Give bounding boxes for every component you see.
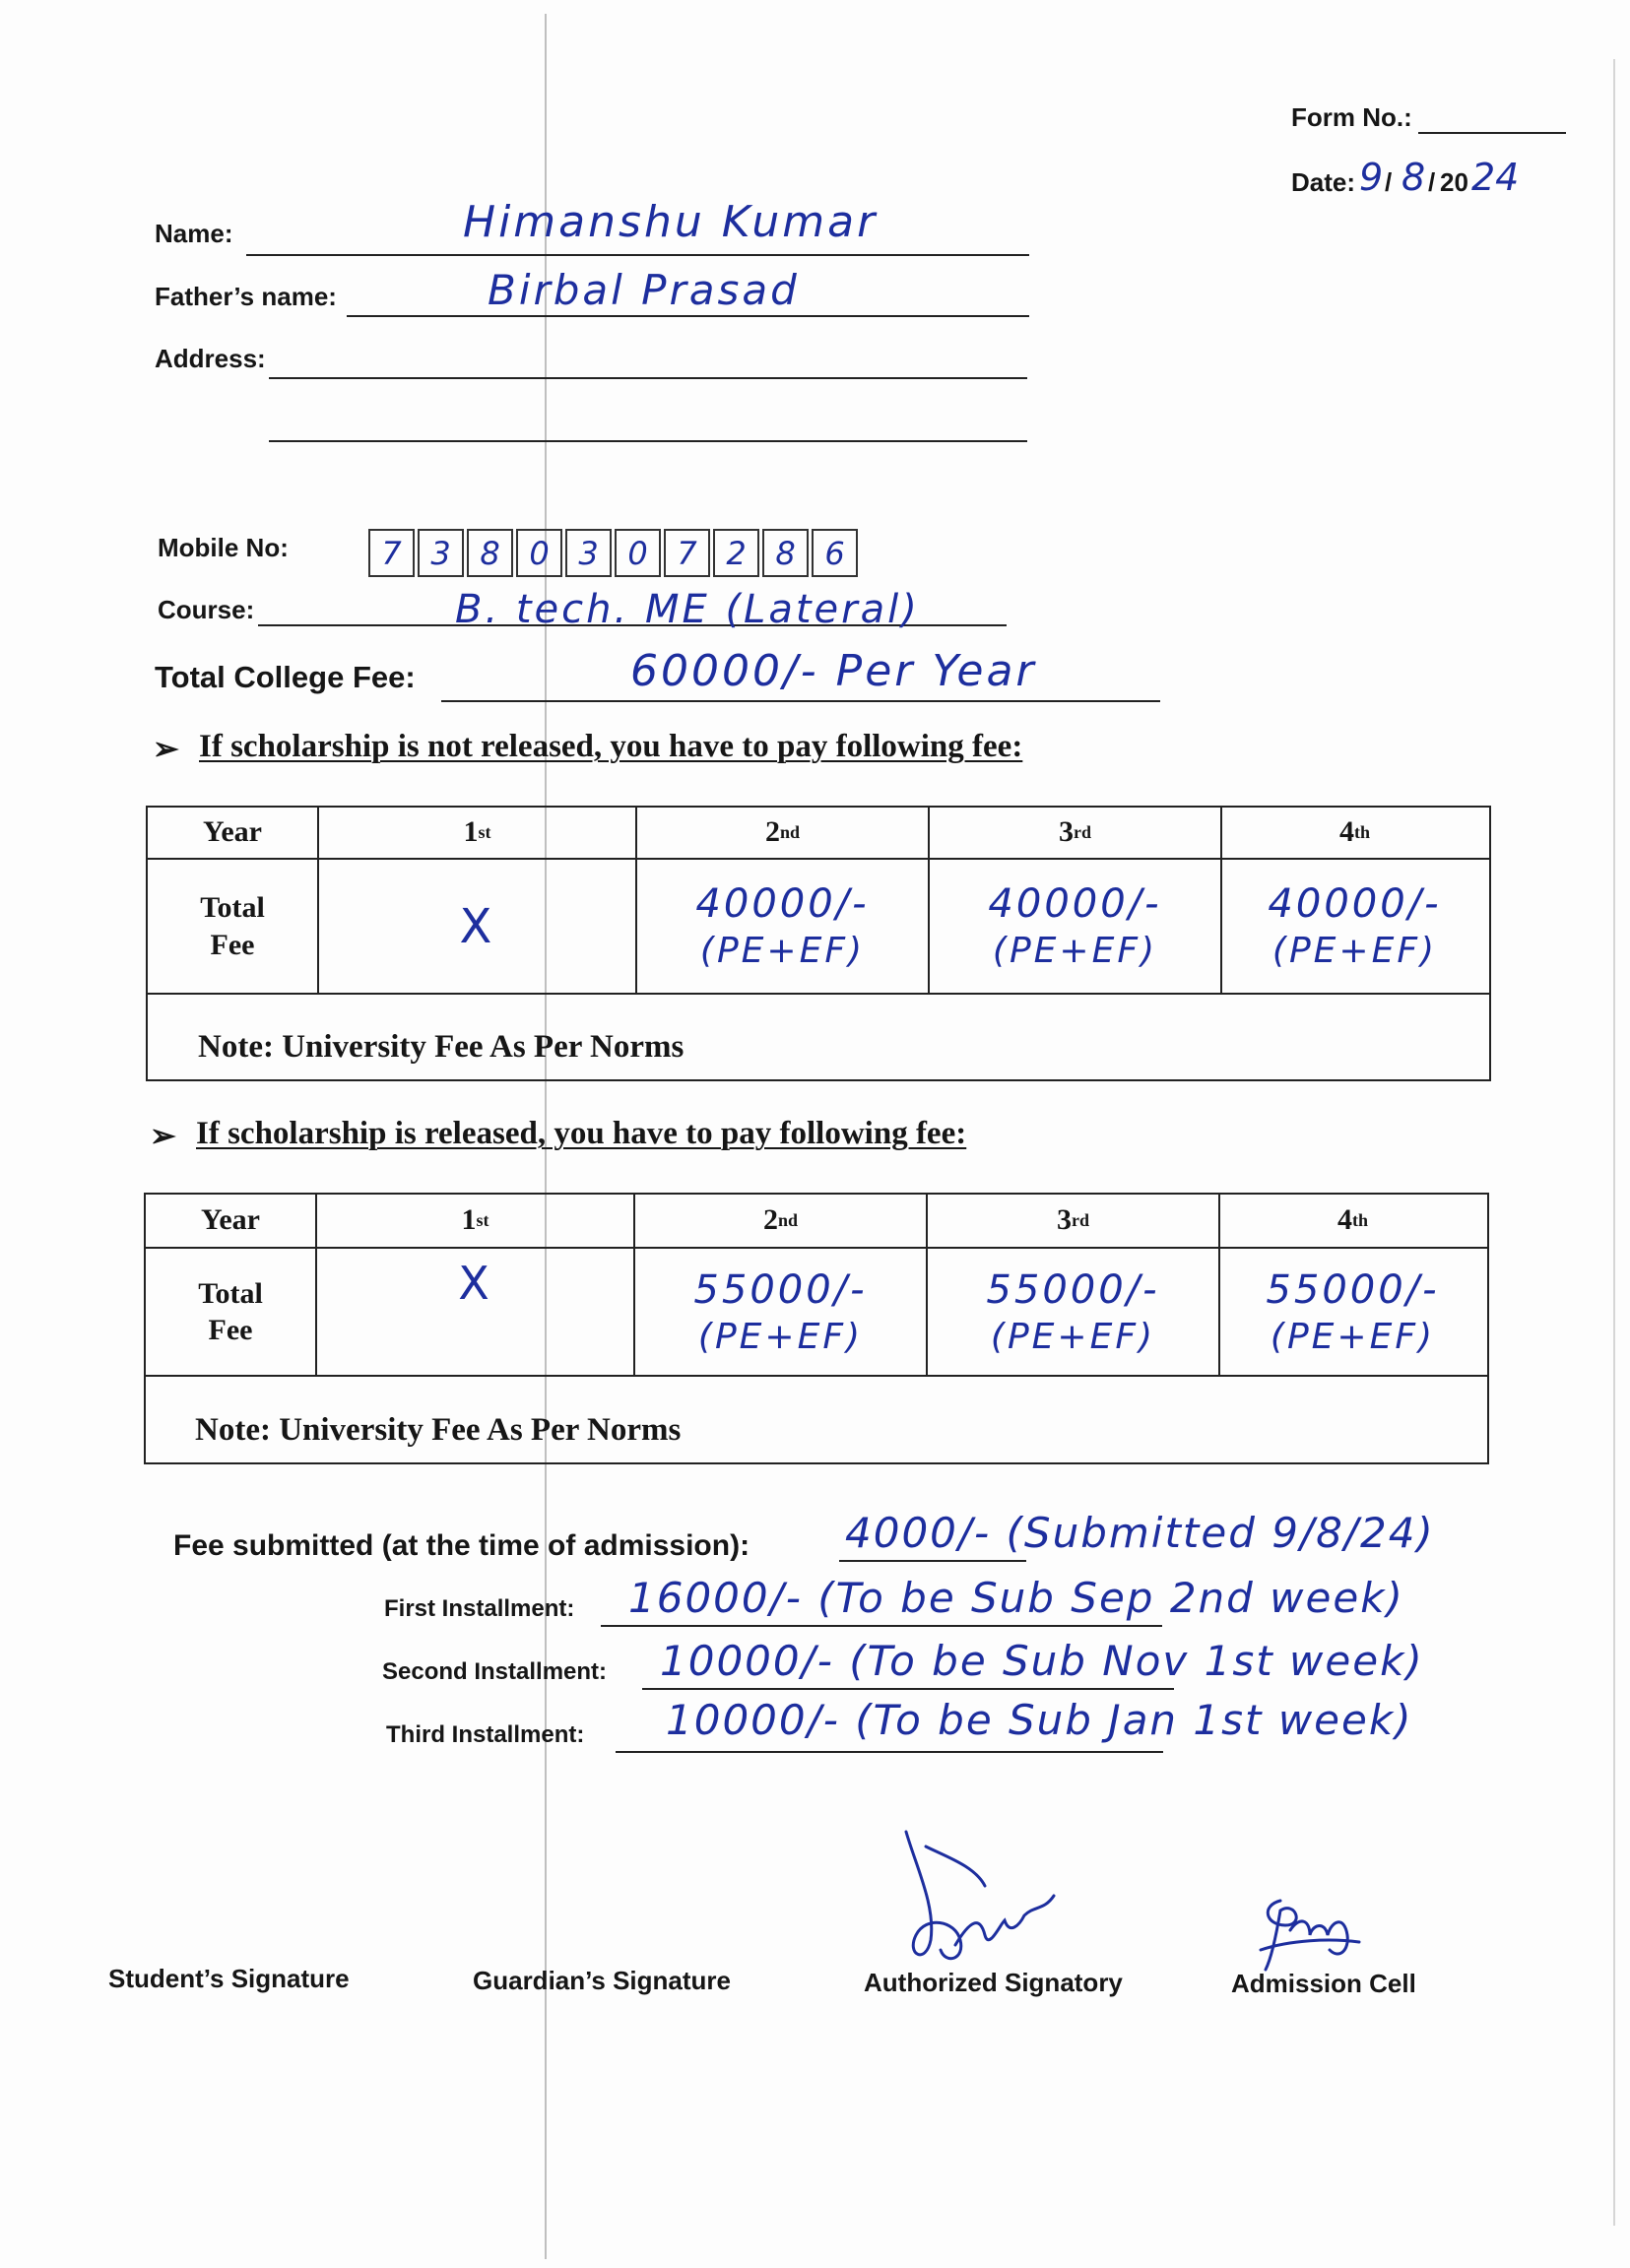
year-header: Year — [201, 1203, 260, 1236]
name-value: Himanshu Kumar — [463, 197, 879, 247]
year-2-fee — [635, 1253, 926, 1371]
total-label: Total — [198, 1276, 263, 1310]
third-installment-field[interactable] — [616, 1751, 1163, 1753]
year-4-header: 4 th — [1338, 815, 1370, 848]
year-1-fee: X — [459, 898, 495, 954]
guardian-signature-label: Guardian’s Signature — [473, 1966, 731, 1995]
date-field[interactable] — [1355, 156, 1552, 199]
year-2-header: 2 nd — [764, 815, 801, 848]
date-label: Date: — [1291, 167, 1356, 197]
date-slash-2: / — [1428, 167, 1436, 197]
year-3-fee — [928, 1253, 1218, 1371]
year-3-header: 3 rd — [1059, 815, 1091, 848]
first-installment-label: First Installment: — [384, 1595, 575, 1622]
fee-note: (PE+EF) — [699, 930, 866, 971]
date-year: 24 — [1471, 156, 1520, 199]
year-4-fee — [1220, 1253, 1485, 1371]
fee-amount: 55000/- — [1266, 1266, 1440, 1313]
mobile-digit-box[interactable]: 8 — [762, 529, 809, 577]
date-day: 9 — [1359, 156, 1387, 199]
year-1-header: 1 st — [461, 1203, 489, 1236]
mobile-digit-box[interactable]: 2 — [713, 529, 759, 577]
fee-amount: 40000/- — [695, 880, 870, 927]
table-not-released-heading: If scholarship is not released, you have to pay following fee: — [199, 729, 1023, 764]
mobile-digit-box[interactable]: 0 — [615, 529, 661, 577]
year-1-fee: X — [458, 1257, 492, 1310]
authorized-signature-drawing — [886, 1827, 1083, 1975]
table-note: Note: University Fee As Per Norms — [198, 1029, 685, 1065]
fee-amount: 55000/- — [986, 1266, 1160, 1313]
student-signature-label: Student’s Signature — [108, 1964, 350, 1993]
fee-note: (PE+EF) — [1271, 930, 1438, 971]
table-row-divider — [146, 993, 1489, 995]
fee-note: (PE+EF) — [697, 1316, 864, 1357]
address-label: Address: — [155, 344, 266, 373]
mobile-digit-box[interactable]: 0 — [516, 529, 562, 577]
total-fee-row-label — [146, 1249, 315, 1375]
course-label: Course: — [158, 595, 255, 624]
date-month: 8 — [1402, 156, 1429, 199]
fee-amount: 55000/- — [693, 1266, 868, 1313]
address-field-line-2[interactable] — [269, 440, 1027, 442]
fee-submitted-value: 4000/- (Submitted 9/8/24) — [845, 1509, 1435, 1557]
father-name-value: Birbal Prasad — [488, 266, 800, 314]
address-field-line-1[interactable] — [269, 377, 1027, 379]
fee-label: Fee — [210, 928, 255, 961]
total-college-fee-label: Total College Fee: — [155, 660, 416, 694]
father-name-field[interactable] — [347, 315, 1029, 317]
first-installment-field[interactable] — [601, 1625, 1162, 1627]
fee-submitted-field[interactable] — [839, 1560, 1026, 1562]
second-installment-value: 10000/- (To be Sub Nov 1st week) — [660, 1637, 1424, 1685]
table-row-divider — [144, 1375, 1487, 1377]
date-slash-1: / — [1385, 167, 1393, 197]
arrow-bullet-icon: ➢ — [150, 1118, 176, 1153]
table-released-heading: If scholarship is released, you have to pay following fee: — [196, 1116, 967, 1151]
total-label: Total — [200, 891, 265, 924]
second-installment-label: Second Installment: — [382, 1658, 608, 1685]
course-value: B. tech. ME (Lateral) — [455, 587, 920, 632]
year-2-header: 2 nd — [762, 1203, 799, 1236]
mobile-label: Mobile No: — [158, 533, 289, 562]
fee-amount: 40000/- — [988, 880, 1162, 927]
year-3-header: 3 rd — [1057, 1203, 1089, 1236]
name-field[interactable] — [246, 254, 1029, 256]
year-3-fee — [930, 867, 1220, 985]
year-4-header: 4 th — [1337, 1203, 1368, 1236]
mobile-digit-box[interactable]: 8 — [467, 529, 513, 577]
form-no-field[interactable] — [1418, 132, 1566, 134]
fee-submitted-label: Fee submitted (at the time of admission): — [173, 1529, 750, 1562]
fee-amount: 40000/- — [1268, 880, 1442, 927]
authorized-signatory-label: Authorized Signatory — [864, 1968, 1123, 1997]
father-name-label: Father’s name: — [155, 282, 337, 311]
fee-label: Fee — [208, 1314, 253, 1346]
total-college-fee-value: 60000/- Per Year — [630, 646, 1037, 696]
admission-cell-signature-drawing — [1251, 1881, 1399, 1979]
year-2-fee — [637, 867, 928, 985]
total-fee-row-label — [148, 860, 317, 993]
second-installment-field[interactable] — [642, 1688, 1174, 1690]
total-college-fee-field[interactable] — [441, 700, 1160, 702]
mobile-digit-box[interactable]: 3 — [418, 529, 464, 577]
paper-fold-line-right — [1613, 59, 1615, 2226]
arrow-bullet-icon: ➢ — [153, 731, 179, 766]
fee-note: (PE+EF) — [1270, 1316, 1436, 1357]
year-4-fee — [1222, 867, 1487, 985]
admission-cell-label: Admission Cell — [1231, 1969, 1416, 1998]
third-installment-value: 10000/- (To be Sub Jan 1st week) — [666, 1696, 1413, 1744]
fee-note: (PE+EF) — [992, 930, 1158, 971]
mobile-digit-box[interactable]: 3 — [565, 529, 612, 577]
table-note: Note: University Fee As Per Norms — [195, 1412, 682, 1448]
year-header: Year — [203, 815, 262, 848]
date-century: 20 — [1440, 167, 1468, 197]
mobile-digit-box[interactable]: 6 — [812, 529, 858, 577]
year-1-header: 1 st — [463, 815, 491, 848]
mobile-digit-box[interactable]: 7 — [368, 529, 415, 577]
form-no-label: Form No.: — [1291, 102, 1412, 132]
third-installment-label: Third Installment: — [386, 1721, 585, 1748]
name-label: Name: — [155, 219, 233, 248]
fee-note: (PE+EF) — [990, 1316, 1156, 1357]
mobile-digit-box[interactable]: 7 — [664, 529, 710, 577]
first-installment-value: 16000/- (To be Sub Sep 2nd week) — [628, 1574, 1404, 1622]
